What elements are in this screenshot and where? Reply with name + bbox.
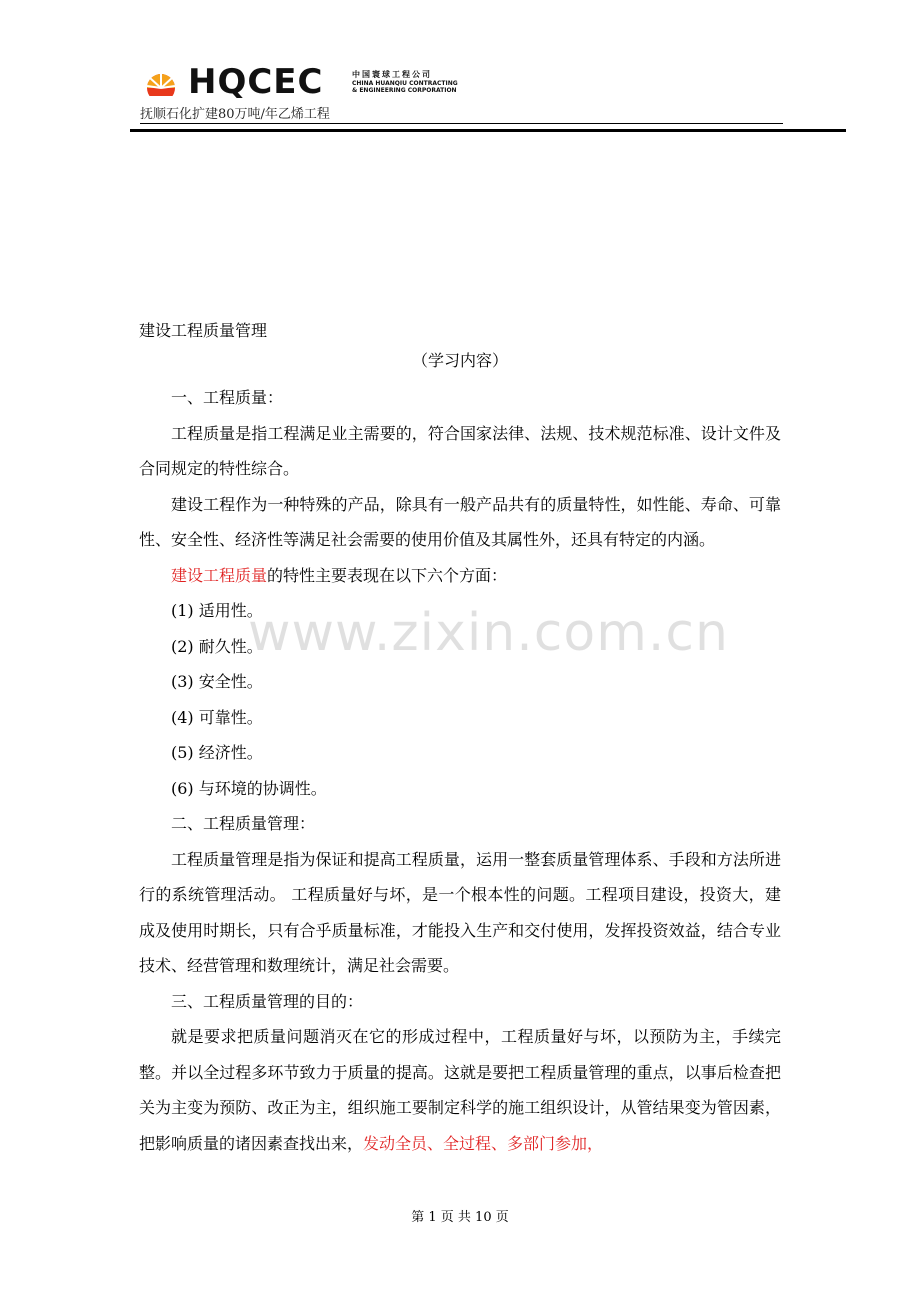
page-header: [0, 0, 920, 140]
list-item: (1) 适用性。: [171, 601, 263, 620]
list-item: (3) 安全性。: [171, 672, 263, 691]
company-name-en-1: CHINA HUANQIU CONTRACTING: [352, 80, 458, 87]
highlight-text: 建设工程质量: [171, 565, 268, 585]
section-heading-2: 二、工程质量管理：: [171, 814, 316, 833]
header-rule-thick: [130, 129, 846, 132]
page-footer: 第 1 页 共 10 页: [411, 1210, 509, 1225]
body-paragraph: 工程质量是指工程满足业主需要的，符合国家法律、法规、技术规范标准、设计文件及合同规定的特性综合。: [139, 423, 781, 478]
list-item: (5) 经济性。: [171, 743, 263, 762]
body-paragraph: 工程质量管理是指为保证和提高工程质量，运用一整套质量管理体系、手段和方法所进行的系统管理活动。 工程质量好与坏，是一个根本性的问题。工程项目建设，投资大，建成及使用时期长，只有合乎质量标准，才能投入生产和交付使用，发挥投资效益，结合专业技术、经营管理和数理统计，满足社会需要。: [139, 849, 781, 975]
section-heading-1: 一、工程质量：: [171, 388, 284, 407]
watermark: www.zixin.com.cn: [248, 603, 729, 663]
project-title: 抚顺石化扩建80万吨/年乙烯工程: [140, 107, 330, 122]
company-name-cn: 中国寰球工程公司: [352, 70, 432, 79]
list-item: (4) 可靠性。: [171, 707, 263, 727]
document-subtitle: （学习内容）: [411, 351, 508, 370]
document-body: [139, 380, 781, 1161]
document-title: 建设工程质量管理: [139, 321, 268, 340]
list-item: (2) 耐久性。: [171, 636, 263, 656]
body-paragraph: 建设工程作为一种特殊的产品，除具有一般产品共有的质量特性，如性能、寿命、可靠性、安全性、经济性等满足社会需要的使用价值及其属性外，还具有特定的内涵。: [139, 494, 781, 549]
body-paragraph-highlight: [139, 1019, 781, 1161]
company-logo-icon: [140, 62, 182, 102]
company-name-en-2: & ENGINEERING CORPORATION: [352, 87, 457, 94]
list-item: (6) 与环境的协调性。: [171, 778, 327, 798]
logo-wordmark: HQCEC: [188, 62, 324, 102]
highlight-text: 发动全员、全过程、多部门参加，: [363, 1133, 604, 1153]
paragraph-text: 就是要求把质量问题消灭在它的形成过程中，工程质量好与坏，以预防为主，手续完整。并以全过程多环节致力于质量的提高。这就是要把工程质量管理的重点，以事后检查把关为主变为预防、改正为主，组织施工要制定科学的施工组织设计，从管结果变为管因素，把影响质量的诸因素查找出来，: [139, 1027, 781, 1153]
section-heading-3: 三、工程质量管理的目的：: [171, 991, 364, 1011]
company-name-block: [352, 70, 458, 94]
body-paragraph-highlight: [139, 558, 781, 594]
paragraph-text: 的特性主要表现在以下六个方面：: [267, 565, 508, 585]
header-rule-thin: [140, 123, 783, 124]
